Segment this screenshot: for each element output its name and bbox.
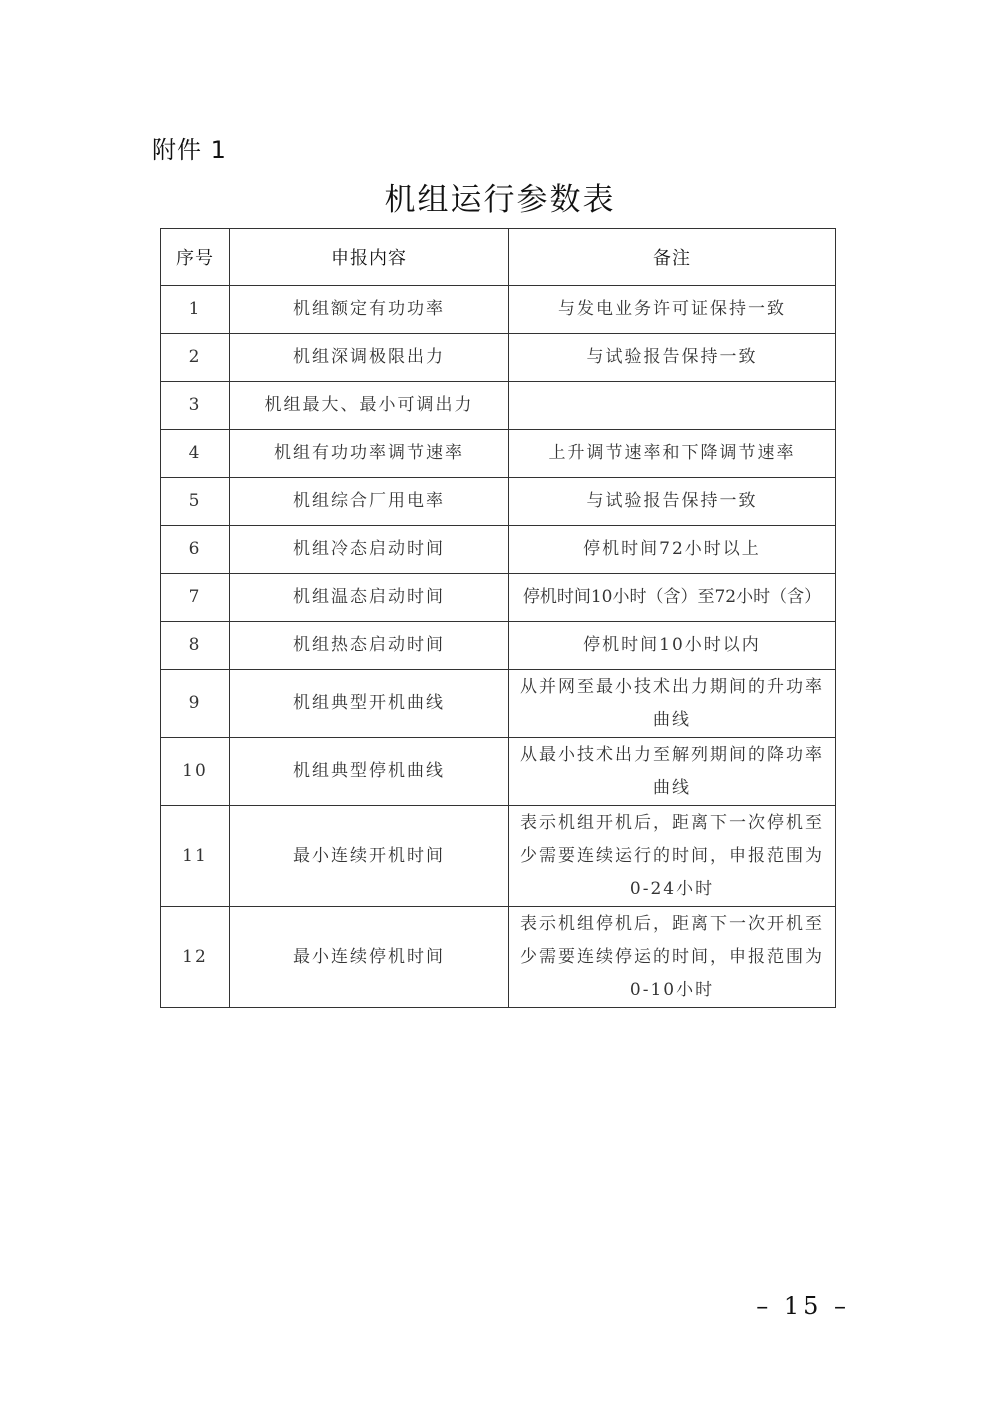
row-number: 12 (161, 907, 230, 1008)
row-number: 6 (161, 526, 230, 574)
row-note: 与试验报告保持一致 (509, 478, 836, 526)
table-row (161, 574, 836, 622)
row-number: 5 (161, 478, 230, 526)
row-content: 机组典型停机曲线 (230, 738, 509, 806)
table-row (161, 526, 836, 574)
row-note: 上升调节速率和下降调节速率 (509, 430, 836, 478)
row-content: 机组典型开机曲线 (230, 670, 509, 738)
row-number: 4 (161, 430, 230, 478)
row-content: 机组热态启动时间 (230, 622, 509, 670)
page-number: – 15 – (756, 1292, 850, 1320)
row-content: 最小连续停机时间 (230, 907, 509, 1008)
row-number: 11 (161, 806, 230, 907)
table-row (161, 286, 836, 334)
page-title: 机组运行参数表 (384, 182, 616, 218)
row-note: 表示机组停机后，距离下一次开机至少需要连续停运的时间，申报范围为0-10小时 (509, 907, 836, 1008)
parameter-table (160, 228, 836, 1008)
row-note: 停机时间10小时（含）至72小时（含） (509, 574, 836, 622)
table-row (161, 334, 836, 382)
row-content: 机组冷态启动时间 (230, 526, 509, 574)
row-content: 最小连续开机时间 (230, 806, 509, 907)
row-note: 从最小技术出力至解列期间的降功率曲线 (509, 738, 836, 806)
table-row (161, 382, 836, 430)
row-content: 机组最大、最小可调出力 (230, 382, 509, 430)
row-number: 7 (161, 574, 230, 622)
row-note: 从并网至最小技术出力期间的升功率曲线 (509, 670, 836, 738)
row-content: 机组温态启动时间 (230, 574, 509, 622)
row-number: 10 (161, 738, 230, 806)
attachment-label: 附件 1 (152, 136, 227, 164)
table-row (161, 907, 836, 1008)
row-content: 机组额定有功功率 (230, 286, 509, 334)
row-number: 9 (161, 670, 230, 738)
row-note: 表示机组开机后，距离下一次停机至少需要连续运行的时间，申报范围为0-24小时 (509, 806, 836, 907)
row-note: 与试验报告保持一致 (509, 334, 836, 382)
row-number: 2 (161, 334, 230, 382)
table-row (161, 622, 836, 670)
table-row (161, 738, 836, 806)
row-number: 8 (161, 622, 230, 670)
table-row (161, 670, 836, 738)
header-declared-content: 申报内容 (230, 229, 509, 286)
header-remarks: 备注 (509, 229, 836, 286)
row-number: 3 (161, 382, 230, 430)
table-row (161, 478, 836, 526)
row-note: 停机时间72小时以上 (509, 526, 836, 574)
row-note (509, 382, 836, 430)
table-row (161, 806, 836, 907)
row-content: 机组有功功率调节速率 (230, 430, 509, 478)
header-serial-number: 序号 (161, 229, 230, 286)
table-header-row (161, 229, 836, 286)
row-note: 停机时间10小时以内 (509, 622, 836, 670)
table-row (161, 430, 836, 478)
row-content: 机组综合厂用电率 (230, 478, 509, 526)
row-content: 机组深调极限出力 (230, 334, 509, 382)
row-number: 1 (161, 286, 230, 334)
row-note: 与发电业务许可证保持一致 (509, 286, 836, 334)
